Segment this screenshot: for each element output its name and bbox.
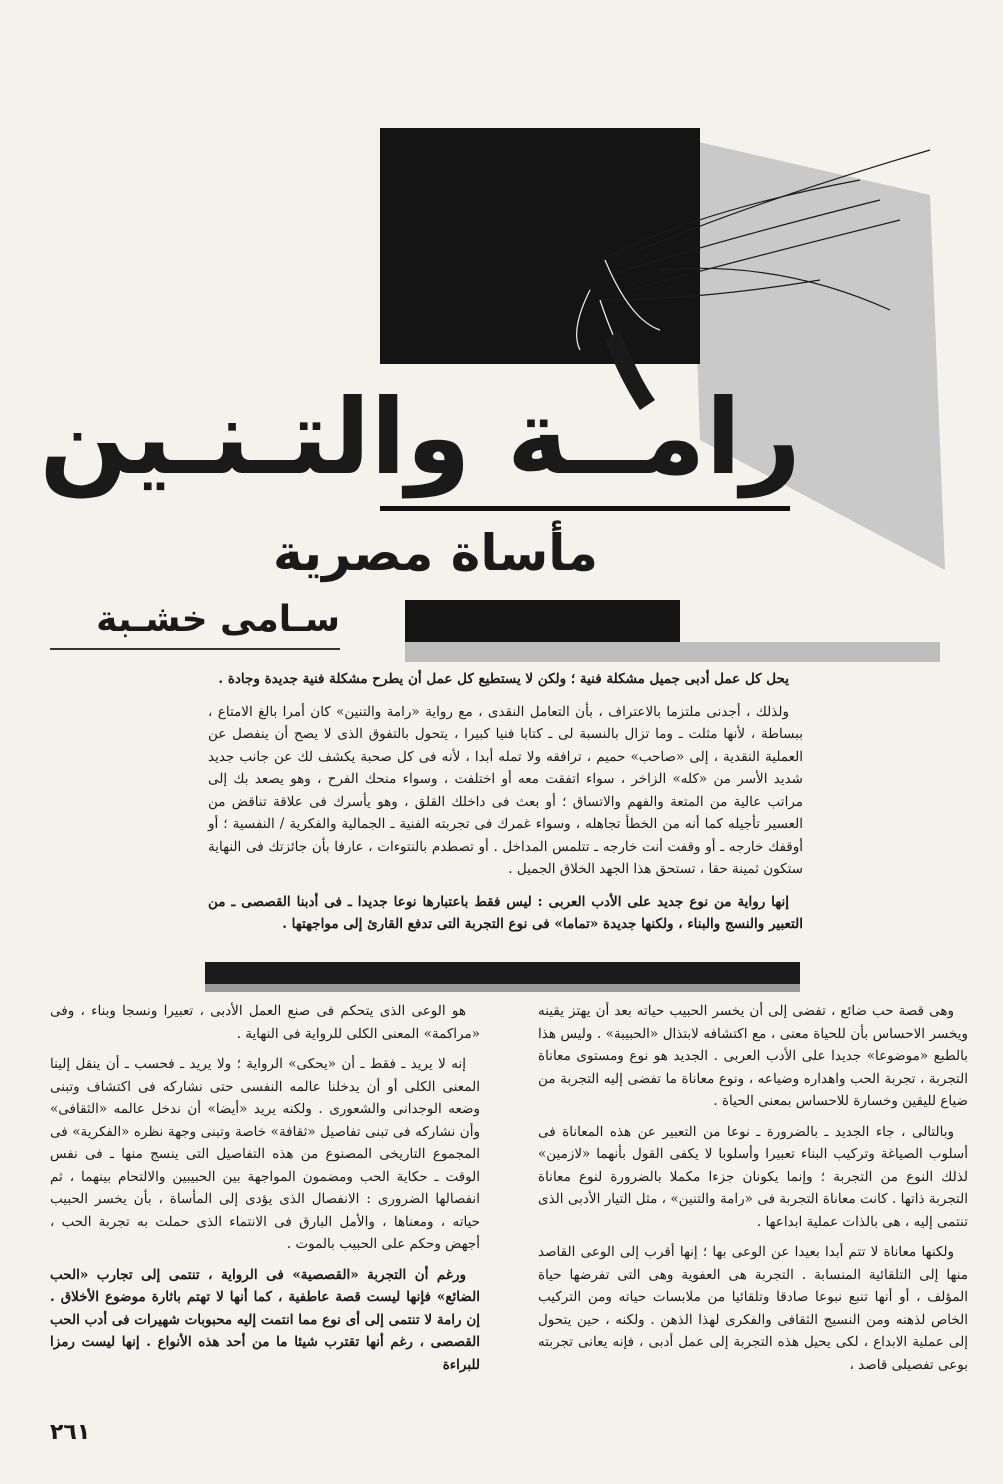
body-paragraph: وبالتالى ، جاء الجديد ـ بالضرورة ـ نوعا من التعبير عن هذه المعاناة فى أسلوب الصياغة وتركيب البناء تعبيرا وأسلوبا لا يكفى القول بأنهما «لازمين» لذلك النوع من التجربة ؛ وإنما يكونان جزءا مكملا بالضرورة لنوع معاناة التجربة ذاتها . كانت معاناة التجربة فى «رامة والتنين» ، مثل التيار الأدبى الذى تنتمى إليه ، هى بالذات عملية ابداعها . bbox=[538, 1123, 968, 1230]
intro-text bbox=[208, 668, 803, 946]
body-paragraph: ورغم أن التجربة «القصصية» فى الرواية ، تنتمى إلى تجارب «الحب الضائع» فإنها ليست قصة عاطفية ، كما أنها لا تهتم باثارة موضوع الأخلاق . إن رامة لا تنتمى إلى أى نوع مما انتمت إليه محبوبات شهيرات فى أدب الحب القصصى ، رغم أنها تقترب شيئا ما من أحد هذه الأنواع . إنها ليست رمزا للبراءة bbox=[50, 1266, 480, 1373]
decorative-bar bbox=[405, 600, 680, 642]
decorative-bar-gray bbox=[405, 642, 940, 662]
author-block bbox=[50, 600, 340, 650]
article-title: رامــة والتـنـين bbox=[39, 376, 801, 498]
body-paragraph: ولكنها معاناة لا تتم أبدا بعيدا عن الوعى بها ؛ إنها أقرب إلى الوعى القاصد منها إلى التلقائية المنسابة . التجربة هى العفوية وهى التى تفرضها حياة المؤلف ، أو أنها تنبع نبوعا صادقا وتلقائيا من ملابسات حياته ومن التركيب الخاص لذهنه ومن النسيج الثقافى والفكرى لهذا الذهن . ولكنه ، حين يتحول إلى عملية الابداع ، لكى يحيل هذه التجربة إلى عمل أدبى ، فإنه يعانى تجربته بوعى تفصيلى قاصد ، bbox=[538, 1244, 968, 1373]
author-name: سـامى خشـبة bbox=[96, 599, 340, 640]
body-paragraph: هو الوعى الذى يتحكم فى صنع العمل الأدبى ، تعبيرا ونسجا وبناء ، وفى «مراكمة» المعنى الكلى للرواية فى النهاية . bbox=[50, 1003, 480, 1042]
page-number: ٢٦١ bbox=[50, 1420, 91, 1445]
section-divider bbox=[205, 962, 800, 984]
column-left bbox=[50, 1000, 480, 1384]
intro-paragraph: يحل كل عمل أدبى جميل مشكلة فنية ؛ ولكن لا يستطيع كل عمل أن يطرح مشكلة فنية جديدة وجادة . bbox=[218, 671, 789, 687]
column-right bbox=[538, 1000, 968, 1384]
title-underline bbox=[380, 506, 790, 511]
body-paragraph: وهى قصة حب ضائع ، تفضى إلى أن يخسر الحبيب حياته بعد أن يهتز يقينه ويخسر الاحساس بأن للحياة معنى ، مع اكتشافه لابتذال «الحبيبة» . وليس هذا بالطبع «موضوعا» جديدا على الأدب العربى . الجديد هو نوع ومستوى معاناة التجربة ، تجربة الحب واهداره وضياعه ، ونوع معاناة ما تفضى إليه التجربة من ضياع لليقين وخسارة للاحساس بمعنى الحياة . bbox=[538, 1003, 968, 1109]
intro-paragraph: إنها رواية من نوع جديد على الأدب العربى : ليس فقط باعتبارها نوعا جديدا ـ فى أدبنا القصصى ـ من التعبير والنسج والبناء ، ولكنها جديدة «تماما» فى نوع التجربة التى تدفع القارئ إلى مواجهتها . bbox=[208, 893, 803, 932]
author-underline bbox=[50, 648, 340, 650]
article-subtitle: مأساة مصرية bbox=[272, 524, 598, 582]
section-divider-gray bbox=[205, 984, 800, 992]
intro-paragraph: ولذلك ، أجدنى ملتزما بالاعتراف ، بأن التعامل النقدى ، مع رواية «رامة والتنين» كان أمرا بالغ الامتاع ، ببساطة ، لأنها مثلت ـ وما تزال بالنسبة لى ـ كتابا فنيا كبيرا ، يتحول بالتفوق الذى لا يصح أن ينفصل عن العملية النقدية ، إلى «صاحب» حميم ، ترافقه ولا تمله أبدا ، لأنه فى كل صحبة يكشف لك عن جانب جديد شديد الأسر من «كله» الزاخر ، سواء اتفقت معه أو اختلفت ، وسواء منحك الفرح ، وهو يصعد بك إلى مراتب عالية من المتعة والفهم والاتساق ؛ أو بعث فى داخلك القلق ، وهو يأسرك فى علاقة تناقض من العسير تأجيله كما أنه من الخطأ تجاهله ، وسواء غمرك فى تجربته الفنية ـ الجمالية والفكرية / النفسية ؛ أو أوقفك خارجه ـ أو وقفت أنت خارجه ـ تتلمس المداخل . أو تصطدم بالنتوءات ، عارفا بأن جائزتك فى النهاية ستكون ثمينة حقا ، تستحق هذا الجهد الخلاق الجميل . bbox=[208, 703, 803, 877]
body-paragraph: إنه لا يريد ـ فقط ـ أن «يحكى» الرواية ؛ ولا يريد ـ فحسب ـ أن ينقل إلينا المعنى الكلى أو أن يدخلنا عالمه النفسى حتى نشاركه فى اكتشاف وتبنى وضعه الوجدانى والشعورى . ولكنه يريد «أيضا» أن ندخل عالمه «الثقافى» وأن نشاركه فى تبنى تفاصيل «ثقافة» خاصة وتبنى وجهة نظره «الفكرية» فى المجموع التاريخى المصنوع من هذه التفاصيل التى ينسج منها ـ فى نفس الوقت ـ حكاية الحب ومضمون المواجهة بين الحبيبين والالتحام بينهما ، ثم انفصالها الضرورى : الانفصال الذى يؤدى إلى المأساة ، بأن يخسر الحبيب حياته ، ومعناها ، والأمل البارق فى الانتماء الذى حملت به تجربة الحب ، أجهض وحكم على الحبيب بالموت . bbox=[50, 1056, 480, 1252]
